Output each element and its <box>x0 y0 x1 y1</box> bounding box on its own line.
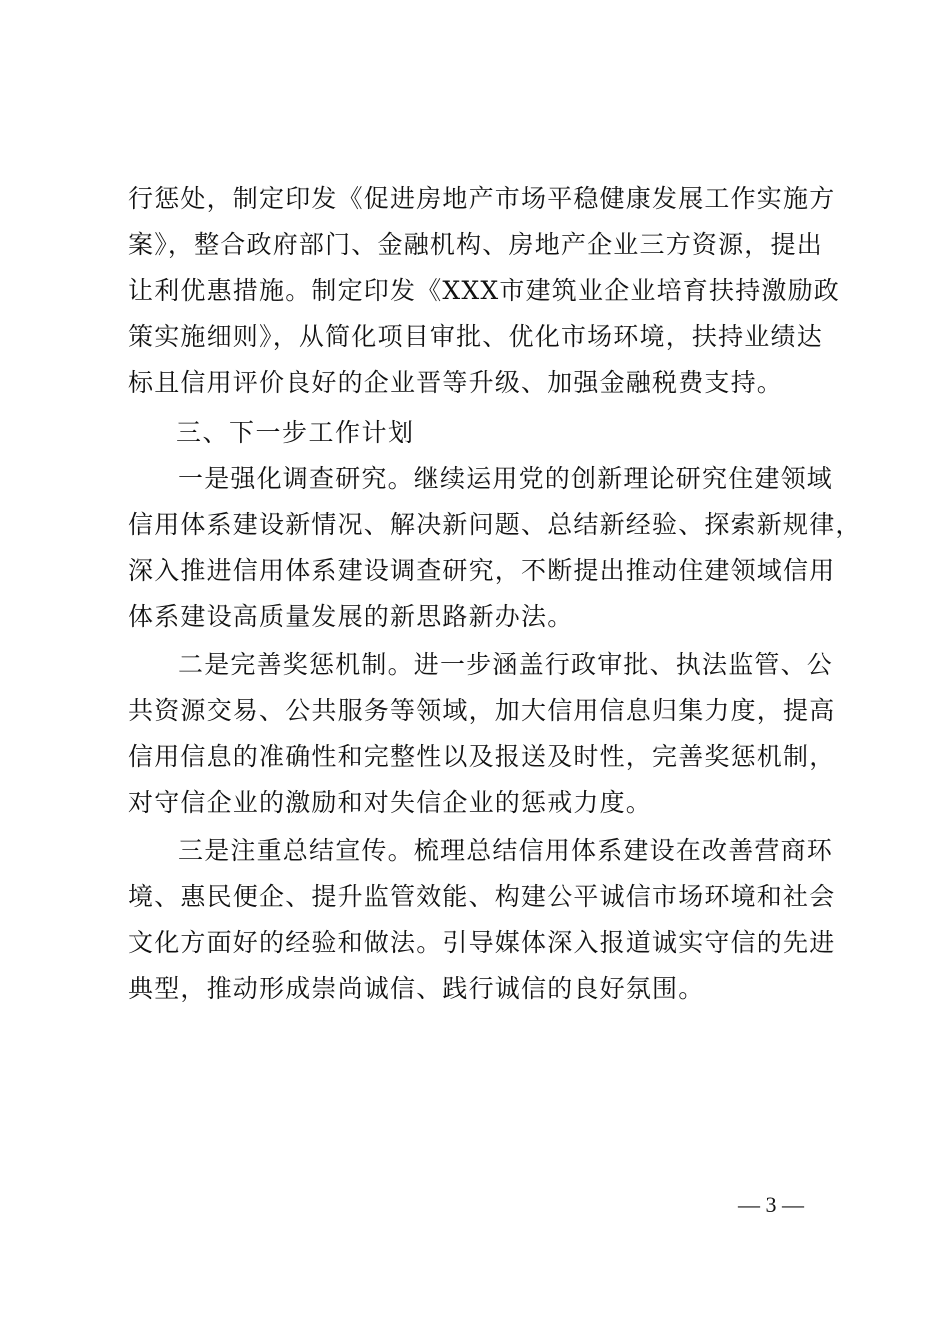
paragraph-line: 信用信息的准确性和完整性以及报送及时性，完善奖惩机制， <box>128 742 836 771</box>
paragraph-line: 案》，整合政府部门、金融机构、房地产企业三方资源，提出 <box>128 230 823 259</box>
paragraph-line: 策实施细则》，从简化项目审批、优化市场环境，扶持业绩达 <box>128 322 823 351</box>
paragraph-line: 对守信企业的激励和对失信企业的惩戒力度。 <box>128 788 653 817</box>
paragraph-line: 行惩处，制定印发《促进房地产市场平稳健康发展工作实施方 <box>128 184 836 213</box>
paragraph-line: 典型，推动形成崇尚诚信、践行诚信的良好氛围。 <box>128 974 705 1003</box>
paragraph-first-line: 二是完善奖惩机制。进一步涵盖行政审批、执法监管、公 <box>178 650 834 679</box>
paragraph-first-line: 三是注重总结宣传。梳理总结信用体系建设在改善营商环 <box>178 836 834 865</box>
paragraph-line: 信用体系建设新情况、解决新问题、总结新经验、探索新规律， <box>128 510 862 539</box>
paragraph-line: 体系建设高质量发展的新思路新办法。 <box>128 602 574 631</box>
page-number: — 3 — <box>738 1192 804 1217</box>
paragraph-line: 文化方面好的经验和做法。引导媒体深入报道诚实守信的先进 <box>128 928 836 957</box>
paragraph-line: 深入推进信用体系建设调查研究，不断提出推动住建领域信用 <box>128 556 836 585</box>
paragraph-line: 共资源交易、公共服务等领域，加大信用信息归集力度，提高 <box>128 696 836 725</box>
paragraph-line: 境、惠民便企、提升监管效能、构建公平诚信市场环境和社会 <box>128 882 836 911</box>
paragraph-line: 让利优惠措施。制定印发《XXX市建筑业企业培育扶持激励政 <box>128 276 840 305</box>
paragraph-line: 标且信用评价良好的企业晋等升级、加强金融税费支持。 <box>128 368 784 397</box>
paragraph-first-line: 一是强化调查研究。继续运用党的创新理论研究住建领域 <box>178 464 834 493</box>
section-heading: 三、下一步工作计划 <box>176 418 415 447</box>
